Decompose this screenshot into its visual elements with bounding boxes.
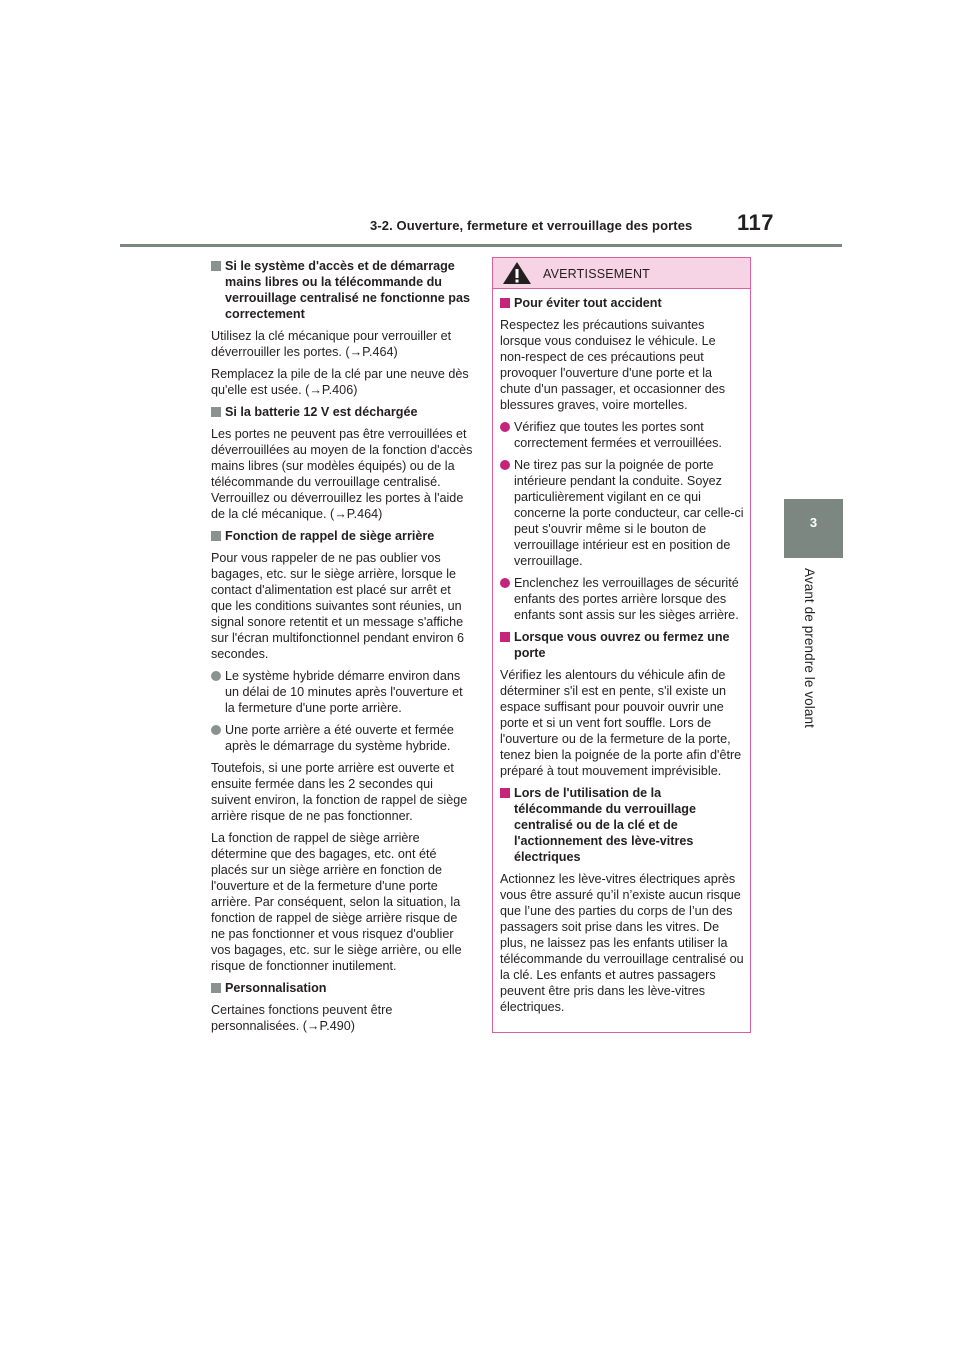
paragraph: Respectez les précautions suivantes lorsque vous conduisez le véhicule. Le non-respect de ces précautions peut provoquer l'ouverture d'une porte et la chute d'un passager, et occasionner des blessures graves, voire mortelles. bbox=[500, 318, 726, 412]
paragraph: Remplacez la pile de la clé par une neuve dès qu'elle est usée. (→P.406) bbox=[211, 367, 469, 397]
chapter-tab-label: Avant de prendre le volant bbox=[802, 568, 817, 728]
section-title: Lorsque vous ouvrez ou fermez une porte bbox=[500, 629, 744, 661]
square-bullet-icon bbox=[500, 298, 510, 308]
circle-bullet-icon bbox=[211, 725, 221, 735]
circle-bullet-icon bbox=[500, 422, 510, 432]
list-item: Le système hybride démarre environ dans un délai de 10 minutes après l'ouverture et la fermeture d'une porte arrière. bbox=[211, 668, 473, 716]
chapter-tab[interactable] bbox=[784, 499, 843, 558]
circle-bullet-icon bbox=[211, 671, 221, 681]
paragraph: Toutefois, si une porte arrière est ouverte et ensuite fermée dans les 2 secondes qui suivent environ, la fonction de rappel de siège arrière risque de ne pas fonctionner. bbox=[211, 761, 468, 823]
left-column bbox=[211, 256, 473, 1040]
warning-header bbox=[493, 258, 750, 289]
list-item: Vérifiez que toutes les portes sont correctement fermées et verrouillées. bbox=[500, 419, 744, 451]
list-item: Ne tirez pas sur la poignée de porte intérieure pendant la conduite. Soyez particulièrement vigilant en ce qui concerne la porte conducteur, car celle-ci peut s'ouvrir même si le bouton de verrouillage intérieur est en position de verrouillage. bbox=[500, 457, 744, 569]
paragraph: Certaines fonctions peuvent être personnalisées. (→P.490) bbox=[211, 1003, 393, 1033]
paragraph: Pour vous rappeler de ne pas oublier vos bagages, etc. sur le siège arrière, lorsque le contact d'alimentation est placé sur arrêt et que les conditions suivantes sont réunies, un signal sonore retentit et un message s'affiche sur l'écran multifonctionnel pendant environ 6 secondes. bbox=[211, 551, 465, 661]
section-title: Personnalisation bbox=[211, 980, 473, 996]
section-title: Si le système d'accès et de démarrage mains libres ou la télécommande du verrouillage centralisé ne fonctionne pas correctement bbox=[211, 258, 473, 322]
warning-triangle-icon bbox=[502, 261, 532, 289]
list-item: Enclenchez les verrouillages de sécurité enfants des portes arrière lorsque des enfants sont assis sur les sièges arrière. bbox=[500, 575, 744, 623]
paragraph: La fonction de rappel de siège arrière détermine que des bagages, etc. ont été placés sur un siège arrière en fonction de l'ouverture et de la fermeture d'une porte arrière. Par conséquent, selon la situation, la fonction de rappel de siège arrière risque de ne pas fonctionner et vous risquez d'oublier vos bagages, etc. sur le siège arrière, ou elle risque de fonctionner inutilement. bbox=[211, 831, 462, 973]
section-title: Si la batterie 12 V est déchargée bbox=[211, 404, 473, 420]
chapter-tab-number: 3 bbox=[809, 515, 818, 530]
header-rule bbox=[120, 244, 842, 247]
square-bullet-icon bbox=[500, 788, 510, 798]
paragraph: Vérifiez les alentours du véhicule afin de déterminer s'il est en pente, s'il existe un espace suffisant pour pouvoir ouvrir une porte et si un vent fort souffle. Lors de l'ouverture ou de la fermeture de la porte, tenez bien la poignée de la porte afin d'être préparé à tout mouvement imprévisible. bbox=[500, 668, 742, 778]
square-bullet-icon bbox=[500, 632, 510, 642]
square-bullet-icon bbox=[211, 983, 221, 993]
paragraph: Actionnez les lève-vitres électriques après vous être assuré qu’il n’existe aucun risque que l’une des parties du corps de l’un des passagers soit prise dans les vitres. De plus, ne laissez pas les enfants utiliser la télécommande du verrouillage centralisé ou la clé. Les enfants et autres passagers peuvent être pris dans les lève-vitres électriques. bbox=[500, 872, 744, 1014]
page-number: 117 bbox=[737, 210, 774, 235]
warning-label: AVERTISSEMENT bbox=[543, 267, 651, 281]
paragraph: Utilisez la clé mécanique pour verrouiller et déverrouiller les portes. (→P.464) bbox=[211, 329, 452, 359]
square-bullet-icon bbox=[211, 531, 221, 541]
section-title: Pour éviter tout accident bbox=[500, 295, 744, 311]
warning-body bbox=[493, 289, 750, 1015]
section-title: Lors de l'utilisation de la télécommande du verrouillage centralisé ou de la clé et de l'actionnement des lève-vitres électriques bbox=[500, 785, 744, 865]
circle-bullet-icon bbox=[500, 578, 510, 588]
circle-bullet-icon bbox=[500, 460, 510, 470]
warning-box bbox=[492, 257, 751, 1033]
chapter-title: 3-2. Ouverture, fermeture et verrouillage des portes bbox=[370, 218, 693, 233]
square-bullet-icon bbox=[211, 261, 221, 271]
list-item: Une porte arrière a été ouverte et fermée après le démarrage du système hybride. bbox=[211, 722, 473, 754]
paragraph: Les portes ne peuvent pas être verrouillées et déverrouillées au moyen de la fonction d'accès mains libres (sur modèles équipés) ou de la télécommande du verrouillage centralisé. Verrouillez ou déverrouillez les portes à l'aide de la clé mécanique. (→P.464) bbox=[211, 427, 473, 521]
square-bullet-icon bbox=[211, 407, 221, 417]
section-title: Fonction de rappel de siège arrière bbox=[211, 528, 473, 544]
